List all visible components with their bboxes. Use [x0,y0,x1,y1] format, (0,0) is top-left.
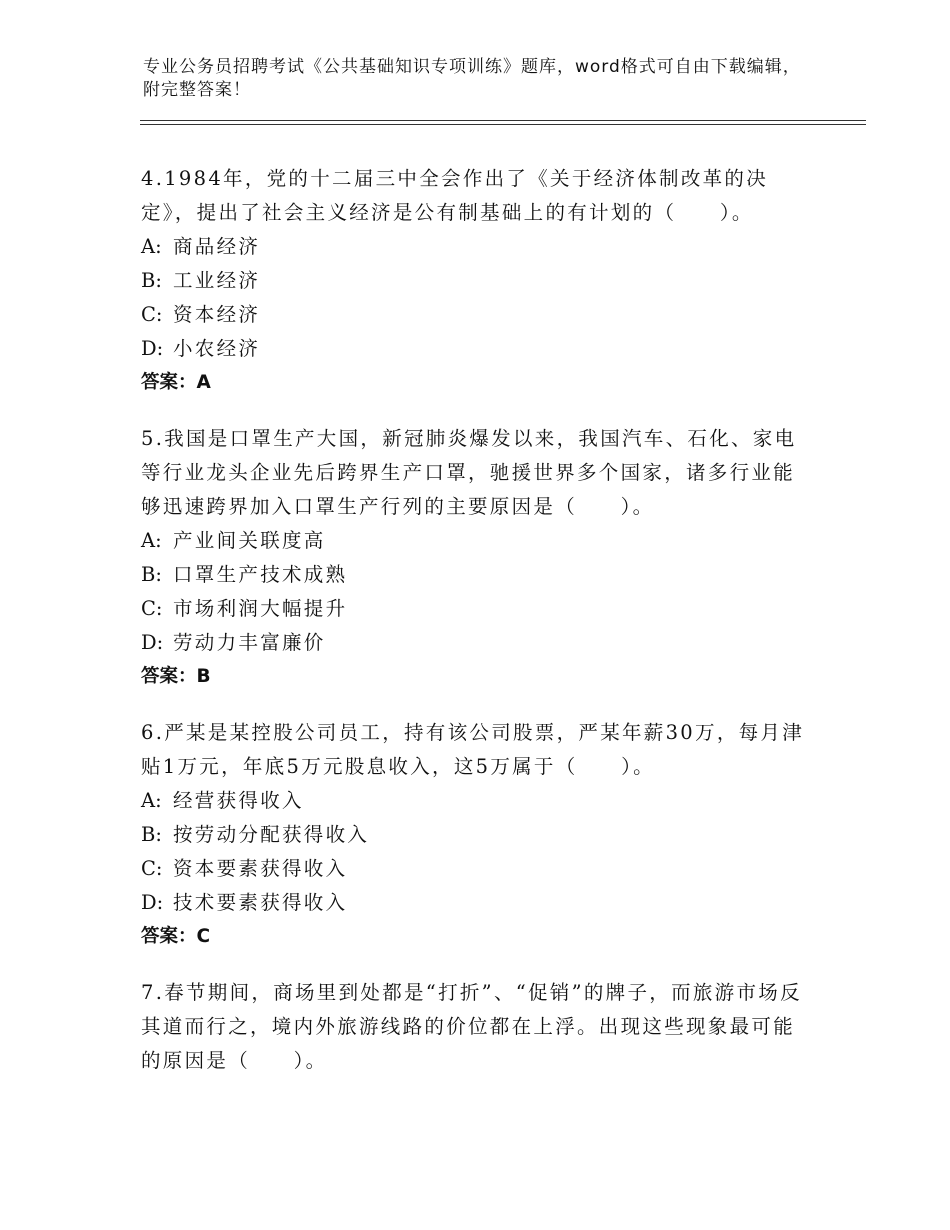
option-letter: B: [141,563,162,586]
option-a [141,784,811,818]
answer-line [141,366,811,400]
answer-value: C [196,926,211,947]
option-letter: C: [141,303,163,326]
option-letter: A: [141,529,162,552]
option-letter: C: [141,597,163,620]
answer-line [141,920,811,954]
header-divider-bottom [140,124,866,125]
option-d [141,332,811,366]
option-text: 口罩生产技术成熟 [173,563,348,586]
option-text: 资本经济 [173,303,261,326]
answer-value: A [196,372,211,393]
option-letter: B: [141,823,162,846]
option-text: 商品经济 [173,235,261,258]
answer-label: 答案： [141,372,197,393]
answer-value: B [196,666,211,687]
option-b [141,264,811,298]
option-c [141,298,811,332]
question-5 [141,422,811,694]
question-7 [141,976,811,1078]
option-text: 资本要素获得收入 [173,857,348,880]
question-stem: 6.严某是某控股公司员工，持有该公司股票，严某年薪30万，每月津贴1万元，年底5万元股息收入，这5万属于（ ）。 [141,721,805,778]
option-a [141,230,811,264]
option-letter: A: [141,789,162,812]
document-header: 专业公务员招聘考试《公共基础知识专项训练》题库，word格式可自由下载编辑，附完整答案！ [143,57,801,100]
question-stem: 5.我国是口罩生产大国，新冠肺炎爆发以来，我国汽车、石化、家电等行业龙头企业先后跨界生产口罩，驰援世界多个国家，诸多行业能够迅速跨界加入口罩生产行列的主要原因是（ ）。 [141,427,797,518]
answer-label: 答案： [141,666,197,687]
option-letter: A: [141,235,162,258]
option-letter: D: [141,337,164,360]
answer-label: 答案： [141,926,197,947]
option-b [141,818,811,852]
option-text: 工业经济 [173,269,261,292]
header-divider-top [140,120,866,121]
question-6 [141,716,811,954]
option-d [141,886,811,920]
option-c [141,852,811,886]
option-text: 劳动力丰富廉价 [173,631,326,654]
option-letter: C: [141,857,163,880]
question-list [141,162,811,1100]
option-text: 经营获得收入 [173,789,304,812]
option-text: 按劳动分配获得收入 [173,823,370,846]
option-letter: B: [141,269,162,292]
option-text: 市场利润大幅提升 [173,597,348,620]
option-letter: D: [141,891,164,914]
answer-line [141,660,811,694]
option-c [141,592,811,626]
option-b [141,558,811,592]
option-text: 技术要素获得收入 [173,891,348,914]
question-stem: 7.春节期间，商场里到处都是“打折”、“促销”的牌子，而旅游市场反其道而行之，境内外旅游线路的价位都在上浮。出现这些现象最可能的原因是（ ）。 [141,981,802,1072]
option-letter: D: [141,631,164,654]
question-stem: 4.1984年，党的十二届三中全会作出了《关于经济体制改革的决定》，提出了社会主义经济是公有制基础上的有计划的（ ）。 [141,167,769,224]
question-4 [141,162,811,400]
option-a [141,524,811,558]
option-d [141,626,811,660]
option-text: 小农经济 [173,337,261,360]
option-text: 产业间关联度高 [173,529,326,552]
